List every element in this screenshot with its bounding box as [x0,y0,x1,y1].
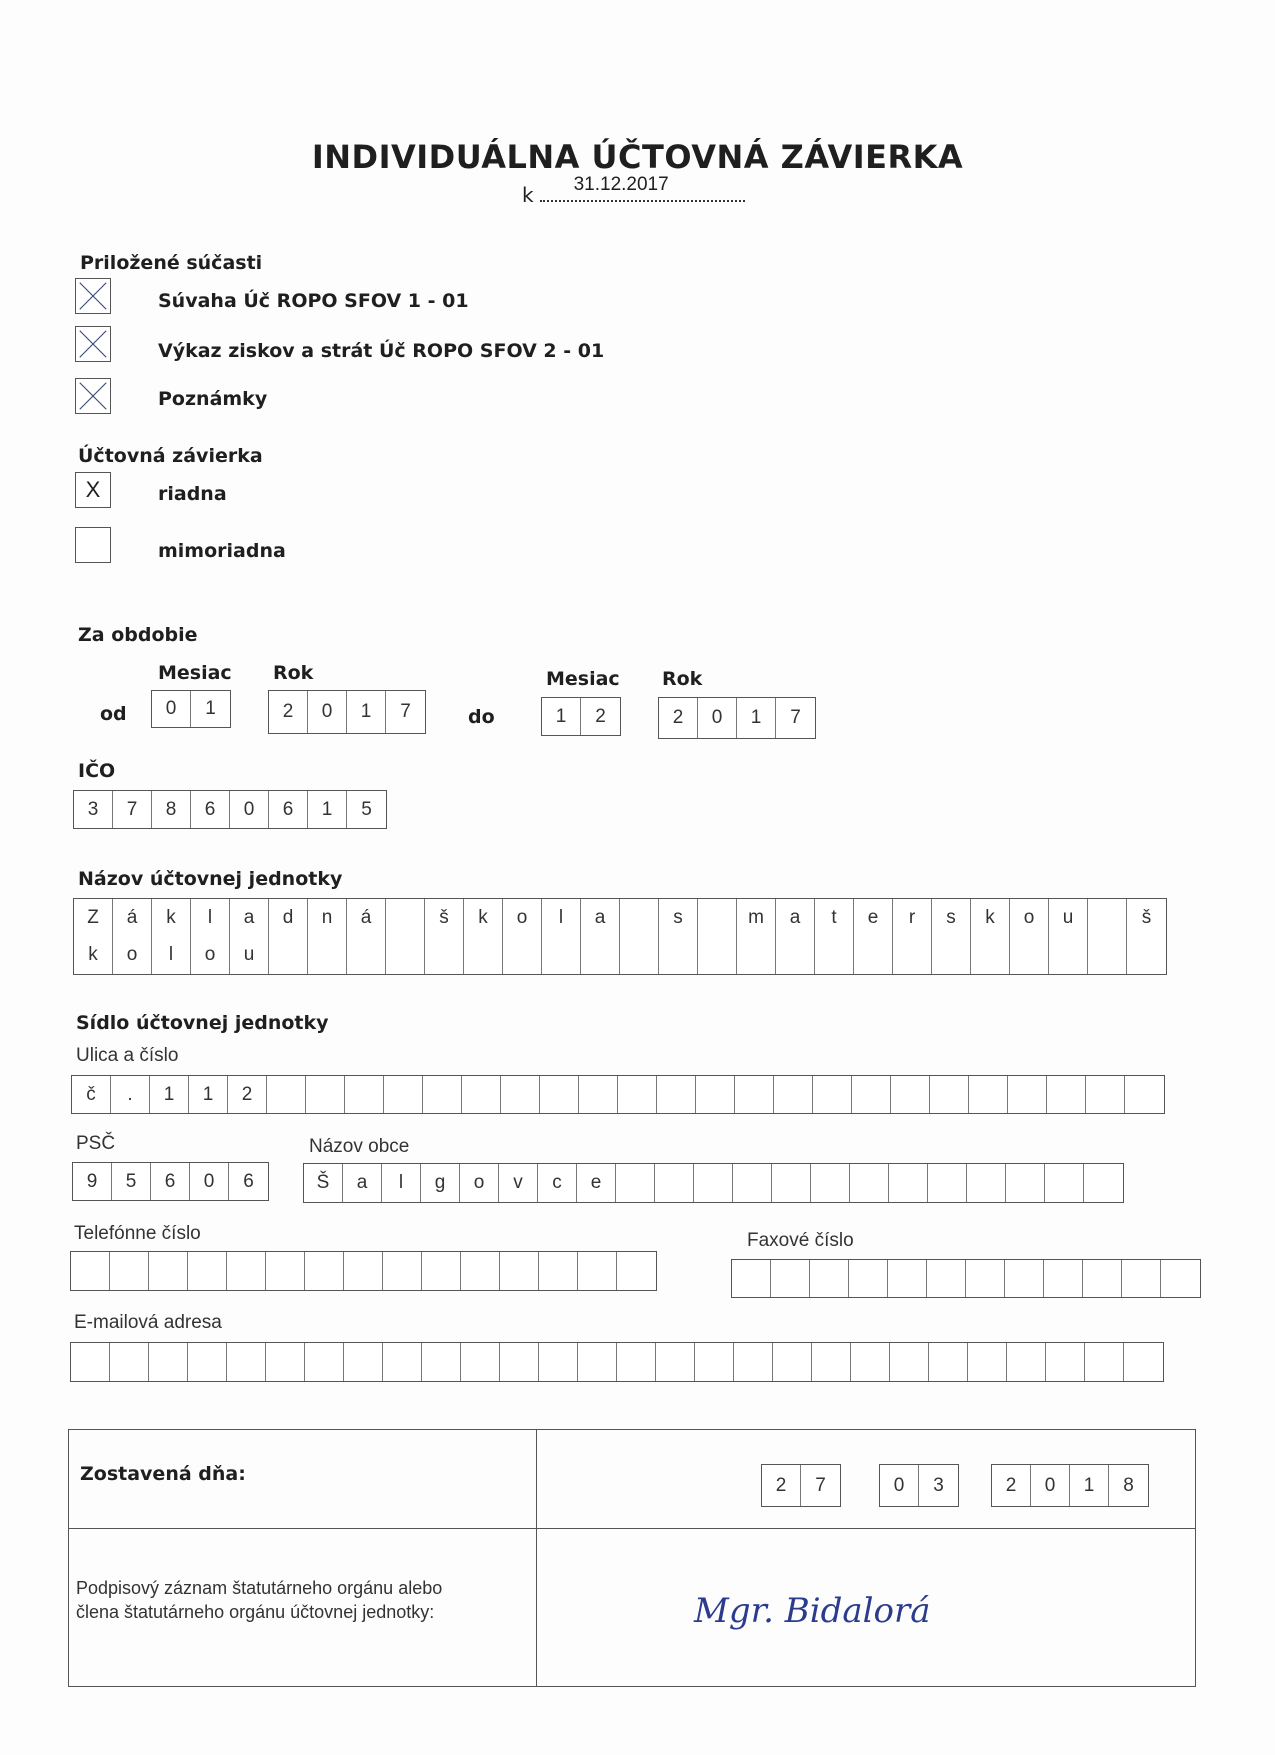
box-cell[interactable]: 2 [992,1465,1031,1506]
box-cell[interactable]: 2 [228,1076,267,1113]
compiled-signature-table [68,1429,1196,1687]
box-cell[interactable]: u [1049,899,1088,937]
box-cell[interactable] [1125,1076,1164,1113]
compiled-year-boxes[interactable] [991,1464,1149,1507]
box-cell[interactable] [227,1343,266,1381]
box-cell[interactable]: 7 [790,707,801,728]
box-cell[interactable] [891,1076,930,1113]
signature-label-line1: Podpisový záznam štatutárneho orgánu alebo [76,1578,443,1598]
fax-label: Faxové číslo [747,1230,854,1251]
box-cell[interactable]: a [776,899,815,937]
box-cell[interactable] [620,936,659,974]
phone-boxes[interactable] [70,1251,657,1291]
box-cell[interactable]: n [308,899,347,937]
box-cell[interactable] [889,1164,928,1202]
entity-name-row2[interactable] [73,936,1167,975]
box-cell[interactable] [345,1076,384,1113]
box-cell[interactable]: e [577,1164,616,1202]
closing-heading: Účtovná závierka [78,445,263,467]
box-cell[interactable] [1005,1260,1044,1297]
box-cell[interactable] [929,1343,968,1381]
attachment-label-balance: Súvaha Úč ROPO SFOV 1 - 01 [158,290,469,312]
box-cell[interactable] [1008,1076,1047,1113]
box-cell[interactable] [1007,1343,1046,1381]
box-cell[interactable] [305,1252,344,1290]
box-cell[interactable]: u [230,936,269,974]
box-cell[interactable]: 0 [698,698,737,738]
box-cell[interactable] [383,1343,422,1381]
period-heading: Za obdobie [78,624,198,646]
box-cell[interactable] [616,1164,655,1202]
box-cell[interactable]: . [111,1076,150,1113]
date-dotted-line [540,174,745,202]
box-cell[interactable]: 1 [1070,1465,1109,1506]
box-cell[interactable] [771,1260,810,1297]
box-cell[interactable]: r [893,899,932,937]
box-cell[interactable] [810,1260,849,1297]
box-cell[interactable]: l [542,899,581,937]
box-cell[interactable]: o [460,1164,499,1202]
box-cell[interactable]: t [815,899,854,937]
box-cell[interactable] [968,1343,1007,1381]
box-cell[interactable]: 2 [659,698,698,738]
box-cell[interactable]: 3 [933,1475,944,1496]
box-cell[interactable] [694,1164,733,1202]
box-cell[interactable]: c [538,1164,577,1202]
attachment-label-income: Výkaz ziskov a strát Úč ROPO SFOV 2 - 01 [158,340,605,362]
period-from-label: od [100,703,127,725]
box-cell[interactable] [811,1164,850,1202]
date-value[interactable]: 31.12.2017 [573,174,669,195]
box-cell[interactable] [461,1252,500,1290]
box-cell[interactable] [930,1076,969,1113]
box-cell[interactable]: á [113,899,152,937]
box-cell[interactable]: k [971,899,1010,937]
box-cell[interactable] [540,1076,579,1113]
table-divider-vertical [536,1430,537,1686]
box-cell[interactable]: o [113,936,152,974]
attachment-checkbox-notes[interactable] [75,378,111,414]
town-boxes[interactable] [303,1163,1124,1203]
box-cell[interactable]: g [421,1164,460,1202]
box-cell[interactable] [1088,899,1127,937]
box-cell[interactable]: á [347,899,386,937]
box-cell[interactable] [579,1076,618,1113]
email-label: E-mailová adresa [74,1312,222,1333]
closing-regular-mark: X [85,477,101,502]
box-cell[interactable] [227,1252,266,1290]
box-cell[interactable] [657,1076,696,1113]
box-cell[interactable]: 1 [205,698,216,719]
box-cell[interactable]: 6 [191,791,230,828]
box-cell[interactable]: š [1141,907,1152,928]
box-cell[interactable] [578,1343,617,1381]
box-cell[interactable]: 6 [269,791,308,828]
entity-name-label: Názov účtovnej jednotky [78,868,343,890]
box-cell[interactable] [932,936,971,974]
box-cell[interactable] [1127,936,1166,974]
box-cell[interactable] [1124,1343,1163,1381]
box-cell[interactable] [501,1076,540,1113]
street-boxes[interactable] [71,1075,1165,1114]
box-cell[interactable] [149,1343,188,1381]
box-cell[interactable]: a [343,1164,382,1202]
box-cell[interactable] [966,1260,1005,1297]
box-cell[interactable]: 6 [151,1163,190,1200]
box-cell[interactable] [464,936,503,974]
box-cell[interactable]: 1 [542,698,581,735]
box-cell[interactable]: o [1010,899,1049,937]
box-cell[interactable]: 2 [762,1465,801,1506]
box-cell[interactable] [928,1164,967,1202]
box-cell[interactable]: š [425,899,464,937]
box-cell[interactable]: 8 [152,791,191,828]
closing-regular-checkbox[interactable] [75,472,111,508]
psc-boxes[interactable] [72,1162,269,1201]
closing-extra-checkbox[interactable] [75,527,111,563]
box-cell[interactable] [344,1252,383,1290]
box-cell[interactable]: 0 [152,691,191,727]
box-cell[interactable] [734,1343,773,1381]
period-to-month-label: Mesiac [546,668,620,690]
signature-label-line2: člena štatutárneho orgánu účtovnej jednotky: [76,1602,435,1622]
box-cell[interactable] [461,1343,500,1381]
box-cell[interactable] [1083,1260,1122,1297]
box-cell[interactable] [425,936,464,974]
box-cell[interactable]: k [152,899,191,937]
box-cell[interactable] [1010,936,1049,974]
box-cell[interactable]: 0 [190,1163,229,1200]
closing-extra-label: mimoriadna [158,540,286,562]
box-cell[interactable] [1046,1343,1085,1381]
box-cell[interactable]: l [382,1164,421,1202]
box-cell[interactable] [423,1076,462,1113]
box-cell[interactable]: 1 [308,791,347,828]
box-cell[interactable] [383,1252,422,1290]
box-cell[interactable] [698,899,737,937]
box-cell[interactable] [71,1343,110,1381]
box-cell[interactable]: 1 [737,698,776,738]
attachment-checkbox-balance[interactable] [75,278,111,314]
box-cell[interactable]: 2 [269,691,308,733]
box-cell[interactable] [581,936,620,974]
box-cell[interactable] [1049,936,1088,974]
box-cell[interactable] [774,1076,813,1113]
compiled-label: Zostavená dňa: [80,1463,246,1485]
box-cell[interactable]: č [72,1076,111,1113]
box-cell[interactable] [852,1076,891,1113]
box-cell[interactable]: 3 [74,791,113,828]
box-cell[interactable] [776,936,815,974]
box-cell[interactable] [850,1164,889,1202]
handwritten-signature: Mgr. Bidalorá [694,1591,931,1631]
box-cell[interactable]: Z [74,899,113,937]
fax-boxes[interactable] [731,1259,1201,1298]
box-cell[interactable]: s [659,899,698,937]
box-cell[interactable] [578,1252,617,1290]
period-from-month-boxes[interactable] [151,690,231,728]
box-cell[interactable]: s [932,899,971,937]
box-cell[interactable] [735,1076,774,1113]
box-cell[interactable] [732,1260,771,1297]
box-cell[interactable] [1122,1260,1161,1297]
box-cell[interactable]: 5 [112,1163,151,1200]
entity-name-row1[interactable] [73,898,1167,938]
box-cell[interactable] [1045,1164,1084,1202]
box-cell[interactable] [696,1076,735,1113]
box-cell[interactable] [1044,1260,1083,1297]
town-label: Názov obce [309,1136,410,1157]
box-cell[interactable] [698,936,737,974]
box-cell[interactable] [815,936,854,974]
box-cell[interactable] [266,1343,305,1381]
compiled-month-boxes[interactable] [879,1464,959,1507]
box-cell[interactable] [503,936,542,974]
box-cell[interactable] [655,1164,694,1202]
box-cell[interactable] [893,936,932,974]
period-to-label: do [468,706,495,728]
period-from-month-label: Mesiac [158,662,232,684]
box-cell[interactable]: 9 [73,1163,112,1200]
period-from-year-boxes[interactable] [268,690,426,734]
phone-label: Telefónne číslo [74,1223,201,1244]
attachment-label-notes: Poznámky [158,388,268,410]
box-cell[interactable] [305,1343,344,1381]
psc-label: PSČ [76,1133,116,1154]
box-cell[interactable] [1088,936,1127,974]
table-divider-horizontal [69,1528,1195,1529]
street-label: Ulica a číslo [76,1045,179,1066]
box-cell[interactable] [1086,1076,1125,1113]
box-cell[interactable] [500,1343,539,1381]
box-cell[interactable]: l [191,899,230,937]
box-cell[interactable]: 0 [230,791,269,828]
ico-boxes[interactable] [73,790,387,829]
signature-label [76,1576,442,1624]
box-cell[interactable] [539,1343,578,1381]
box-cell[interactable] [620,899,659,937]
box-cell[interactable] [969,1076,1008,1113]
box-cell[interactable] [656,1343,695,1381]
box-cell[interactable] [733,1164,772,1202]
box-cell[interactable] [149,1252,188,1290]
box-cell[interactable] [618,1076,657,1113]
box-cell[interactable] [188,1252,227,1290]
box-cell[interactable]: 1 [189,1076,228,1113]
box-cell[interactable]: 1 [347,691,386,733]
box-cell[interactable] [308,936,347,974]
box-cell[interactable]: o [191,936,230,974]
attachments-heading: Priložené súčasti [80,252,263,274]
box-cell[interactable] [812,1343,851,1381]
box-cell[interactable] [851,1343,890,1381]
box-cell[interactable] [737,936,776,974]
box-cell[interactable]: e [854,899,893,937]
box-cell[interactable] [971,936,1010,974]
box-cell[interactable] [386,936,425,974]
box-cell[interactable] [71,1252,110,1290]
box-cell[interactable]: 7 [113,791,152,828]
email-boxes[interactable] [70,1342,1164,1382]
box-cell[interactable]: 2 [595,706,606,727]
box-cell[interactable] [1084,1164,1123,1202]
box-cell[interactable] [695,1343,734,1381]
box-cell[interactable]: 6 [243,1171,254,1192]
period-to-month-boxes[interactable] [541,697,621,736]
box-cell[interactable] [462,1076,501,1113]
box-cell[interactable]: 7 [400,701,411,722]
box-cell[interactable] [188,1343,227,1381]
period-to-year-label: Rok [662,668,703,690]
box-cell[interactable] [854,936,893,974]
box-cell[interactable]: d [269,899,308,937]
box-cell[interactable]: a [581,899,620,937]
ico-label: IČO [78,760,116,782]
box-cell[interactable] [813,1076,852,1113]
box-cell[interactable]: k [74,936,113,974]
box-cell[interactable] [384,1076,423,1113]
box-cell[interactable] [110,1252,149,1290]
box-cell[interactable] [1006,1164,1045,1202]
box-cell[interactable] [890,1343,929,1381]
box-cell[interactable]: 5 [361,799,372,820]
date-prefix: k [522,183,534,207]
box-cell[interactable]: 0 [880,1465,919,1506]
box-cell[interactable] [927,1260,966,1297]
box-cell[interactable] [422,1343,461,1381]
box-cell[interactable]: o [503,899,542,937]
box-cell[interactable] [659,936,698,974]
box-cell[interactable]: m [737,899,776,937]
box-cell[interactable]: 7 [815,1475,826,1496]
statement-date [522,174,745,207]
box-cell[interactable] [500,1252,539,1290]
box-cell[interactable] [888,1260,927,1297]
box-cell[interactable]: k [464,899,503,937]
box-cell[interactable]: 1 [150,1076,189,1113]
attachment-checkbox-income[interactable] [75,326,111,362]
box-cell[interactable] [539,1252,578,1290]
box-cell[interactable]: Š [304,1164,343,1202]
box-cell[interactable]: l [152,936,191,974]
box-cell[interactable] [422,1252,461,1290]
box-cell[interactable]: 0 [308,691,347,733]
box-cell[interactable]: v [499,1164,538,1202]
box-cell[interactable] [306,1076,345,1113]
document-title: INDIVIDUÁLNA ÚČTOVNÁ ZÁVIERKA [311,138,964,176]
box-cell[interactable] [849,1260,888,1297]
box-cell[interactable] [1161,1260,1200,1297]
box-cell[interactable] [347,936,386,974]
seat-heading: Sídlo účtovnej jednotky [76,1012,329,1034]
closing-regular-label: riadna [158,483,227,505]
box-cell[interactable] [267,1076,306,1113]
box-cell[interactable] [344,1343,383,1381]
compiled-day-boxes[interactable] [761,1464,841,1507]
box-cell[interactable] [617,1343,656,1381]
period-to-year-boxes[interactable] [658,697,816,739]
box-cell[interactable] [1047,1076,1086,1113]
box-cell[interactable] [617,1252,656,1290]
period-from-year-label: Rok [273,662,314,684]
box-cell[interactable] [266,1252,305,1290]
box-cell[interactable] [542,936,581,974]
box-cell[interactable]: 0 [1031,1465,1070,1506]
box-cell[interactable] [386,899,425,937]
box-cell[interactable]: a [230,899,269,937]
box-cell[interactable]: 8 [1123,1475,1134,1496]
box-cell[interactable] [1085,1343,1124,1381]
box-cell[interactable] [110,1343,149,1381]
box-cell[interactable] [772,1164,811,1202]
box-cell[interactable] [967,1164,1006,1202]
box-cell[interactable] [773,1343,812,1381]
box-cell[interactable] [269,936,308,974]
